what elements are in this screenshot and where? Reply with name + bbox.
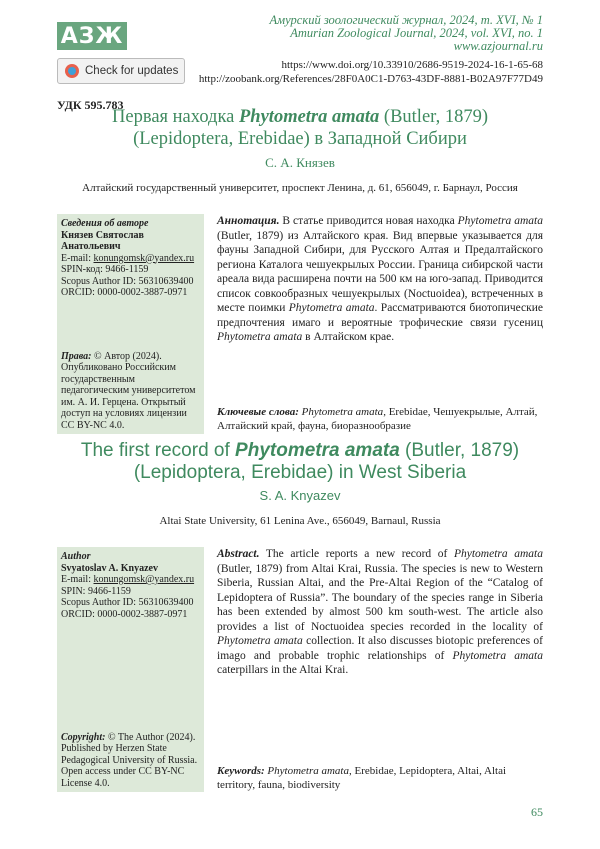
abstract-label: Аннотация.: [217, 215, 280, 227]
keywords-species: Phytometra amata: [301, 406, 384, 418]
title-en-line1: [57, 440, 543, 462]
author-info-sidebar-ru: [57, 214, 204, 434]
title-en: [57, 440, 543, 484]
author-spin: SPIN: 9466-1159: [61, 585, 131, 597]
journal-citation-ru: Амурский зоологический журнал, 2024, т. XVI, № 1: [269, 13, 543, 27]
udk-code: УДК 595.783: [57, 98, 124, 112]
abstract-text: The article reports a new record of: [259, 548, 454, 560]
title-en-line2: (Lepidoptera, Erebidae) in West Siberia: [133, 462, 467, 483]
author-orcid: ORCID: 0000-0002-3887-0971: [61, 608, 188, 620]
copyright-label: Copyright:: [61, 731, 106, 743]
abstract-species: Phytometra amata: [288, 302, 375, 314]
abstract-text: collection. It also discusses biotopic preferences of imago and probable trophic relationships of: [217, 635, 543, 662]
title-ru-text: Первая находка: [112, 107, 239, 127]
author-info-sidebar-en: [57, 547, 204, 792]
journal-website[interactable]: www.azjournal.ru: [453, 39, 543, 53]
title-ru-line1: [57, 106, 543, 128]
title-en-species: Phytometra amata: [235, 440, 400, 461]
author-ru: С. А. Князев: [265, 155, 335, 170]
author-scopus: Scopus Author ID: 56310639400: [61, 597, 194, 608]
author-spin: SPIN-код: 9466-1159: [61, 264, 149, 275]
author-info-label: Сведения об авторе: [61, 218, 149, 229]
zoobank-link[interactable]: http://zoobank.org/References/28F0A0C1-D763-43DF-8881-B02A97F77D49: [198, 73, 543, 85]
author-orcid: ORCID: 0000-0002-3887-0971: [61, 287, 188, 298]
affiliation-ru: Алтайский государственный университет, проспект Ленина, д. 61, 656049, г. Барнаул, Россия: [82, 182, 518, 194]
keywords-label: Keywords:: [217, 765, 265, 777]
rights-notice: [61, 351, 200, 432]
keywords-text: , Erebidae, Lepidoptera, Altai, Altai territory, fauna, biodiversity: [217, 765, 507, 791]
abstract-text: . Рассматриваются биотопические предпочтения имаго и вероятные трофические связи гусениц: [217, 302, 544, 329]
title-en-text: The first record of: [80, 440, 236, 461]
author-en: S. A. Knyazev: [259, 488, 341, 503]
doi-link[interactable]: https://www.doi.org/10.33910/2686-9519-2024-16-1-65-68: [281, 59, 543, 71]
author-email-link[interactable]: konungomsk@yandex.ru: [93, 574, 195, 585]
title-ru-species: Phytometra amata: [239, 107, 380, 127]
keywords-label: Ключевые слова:: [217, 406, 299, 418]
author-name: Svyatoslav A. Knyazev: [61, 562, 158, 574]
title-ru-authority: (Butler, 1879): [379, 107, 488, 127]
check-for-updates-button[interactable]: [57, 58, 185, 84]
copyright-text: © The Author (2024). Published by Herzen State Pedagogical University of Russia. Open access under CC BY-NC License 4.0.: [61, 731, 198, 789]
check-for-updates-label: Check for updates: [85, 65, 179, 77]
abstract-text: В статье приводится новая находка: [279, 215, 458, 227]
email-label: E-mail:: [61, 574, 94, 585]
author-info-label: Author: [61, 551, 91, 562]
author-email-line: [61, 574, 200, 586]
title-en-authority: (Butler, 1879): [399, 440, 520, 461]
abstract-text: (Butler, 1879) из Алтайского края. Вид впервые указывается для фауны Западной Сибири, для Русского Алтая и Предалтайского региона Каталога чешуекрылых России. Граница сибирской части ареала вида расширена почти на 500 км на юго-запад. Приводится список совкообразных чешуекрылых (Noctuoidea), встреченных в месте поимки: [217, 229, 543, 314]
abstract-species: Phytometra amata: [453, 548, 544, 560]
abstract-label: Abstract.: [217, 548, 260, 560]
keywords-ru: [217, 405, 543, 433]
rights-text: © Автор (2024). Опубликовано Российским государственным педагогическим университетом им. А. И. Герцена. Открытый доступ на условиях лицензии CC BY-NC 4.0.: [61, 350, 196, 431]
author-name: Князев Святослав Анатольевич: [61, 229, 144, 252]
author-scopus: Scopus Author ID: 56310639400: [61, 275, 194, 287]
keywords-en: [217, 764, 543, 792]
journal-citation-en: Amurian Zoological Journal, 2024, vol. XVI, no. 1: [290, 26, 543, 40]
keywords-species: Phytometra amata: [267, 765, 349, 777]
page-number: 65: [531, 805, 543, 819]
journal-logo: АЗЖ: [57, 22, 127, 50]
crossmark-icon: [65, 64, 79, 78]
abstract-text: в Алтайском крае.: [302, 331, 395, 343]
author-email-link[interactable]: konungomsk@yandex.ru: [93, 252, 195, 264]
abstract-species: Phytometra amata: [457, 215, 543, 227]
rights-label: Права:: [61, 350, 92, 362]
title-ru-line2: (Lepidoptera, Erebidae) в Западной Сибири: [133, 129, 467, 149]
copyright-notice: [61, 732, 200, 790]
email-label: E-mail:: [61, 252, 94, 264]
abstract-text: caterpillars in the Altai Krai.: [217, 664, 349, 676]
abstract-text: (Butler, 1879) from Altai Krai, Russia. The species is new to Western Siberia, Russian Altai, and the Pre-Altai Region of the “Catalog of Lepidoptera of Russia”. The boundary of the species range in Siberia has been extended by almost 500 km south-west. The article also provides a list of Noctuoidea species recorded in the locality of: [217, 562, 543, 633]
author-email-line: [61, 253, 200, 265]
abstract-ru: [217, 214, 543, 345]
title-ru: [57, 106, 543, 150]
abstract-en: [217, 547, 543, 678]
abstract-species: Phytometra amata: [452, 649, 543, 662]
abstract-species: Phytometra amata: [217, 635, 303, 647]
affiliation-en: Altai State University, 61 Lenina Ave., 656049, Barnaul, Russia: [159, 515, 441, 527]
keywords-text: , Erebidae, Чешуекрылые, Алтай, Алтайский край, фауна, биоразнообразие: [217, 406, 538, 432]
abstract-species: Phytometra amata: [217, 331, 303, 343]
